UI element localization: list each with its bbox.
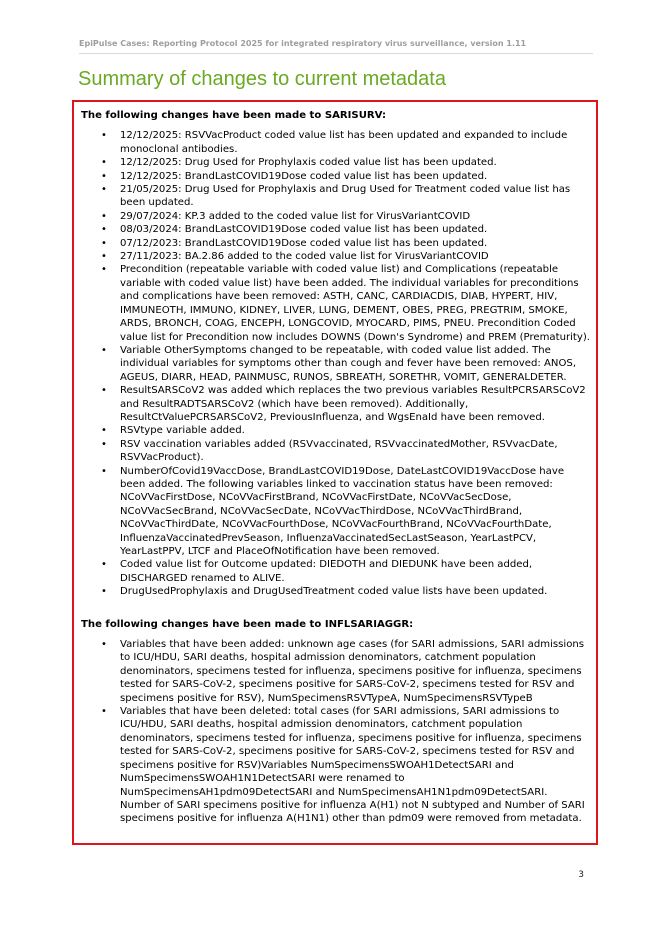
list-item (101, 250, 590, 263)
section-heading-inflsariaggr: The following changes have been made to INFLSARIAGGR: (81, 618, 414, 630)
list-item-text: 27/11/2023: BA.2.86 added to the coded value list for VirusVariantCOVID (120, 251, 489, 263)
bullet-icon: • (101, 224, 107, 236)
bullet-icon: • (101, 639, 107, 651)
bullet-icon: • (101, 237, 107, 249)
list-item (101, 344, 590, 384)
bullet-icon: • (101, 438, 107, 450)
bullet-icon: • (101, 706, 107, 718)
bullet-icon: • (101, 130, 107, 142)
list-item-text: 12/12/2025: Drug Used for Prophylaxis coded value list has been updated. (120, 157, 497, 169)
bullet-icon: • (101, 385, 107, 397)
list-item-text: Variables that have been deleted: total cases (for SARI admissions, SARI admissions to ICU/HDU, SARI deaths, hospital admission denominators, catchment population denominators, specimens tested for influenza, specimens positive for influenza, specimens tested for SARS-CoV-2, specimens positive for SARS-CoV-2, specimens tested for RSV and specimens positive for RSV)Variables NumSpecimensSWOAH1DetectSARI and NumSpecimensSWOAH1N1DetectSARI were renamed to NumSpecimensAH1pdm09DetectSARI and NumSpecimensAH1N1pdm09DetectSARI. Number of SARI specimens positive for influenza A(H1) not N subtyped and Number of SARI specimens positive for influenza A(H1N1) other than pdm09 were removed from metadata. (120, 706, 585, 825)
bullet-icon: • (101, 344, 107, 356)
page-title: Summary of changes to current metadata (78, 68, 446, 90)
list-item-text: 12/12/2025: RSVVacProduct coded value list has been updated and expanded to include monoclonal antibodies. (120, 130, 568, 155)
list-item (101, 585, 590, 598)
list-item (101, 237, 590, 250)
list-item (101, 129, 590, 156)
list-item-text: Coded value list for Outcome updated: DIEDOTH and DIEDUNK have been added, DISCHARGED renamed to ALIVE. (120, 559, 533, 584)
bullet-icon: • (101, 425, 107, 437)
list-item (101, 558, 590, 585)
list-item (101, 705, 590, 826)
bullet-icon: • (101, 157, 107, 169)
list-item (101, 465, 590, 559)
list-item-text: DrugUsedProphylaxis and DrugUsedTreatment coded value lists have been updated. (120, 586, 548, 598)
list-item-text: 21/05/2025: Drug Used for Prophylaxis and Drug Used for Treatment coded value list has been updated. (120, 184, 571, 209)
bullet-icon: • (101, 586, 107, 598)
list-item-text: Variables that have been added: unknown age cases (for SARI admissions, SARI admissions to ICU/HDU, SARI deaths, hospital admission denominators, catchment population denominators, specimens tested for influenza, specimens positive for influenza, specimens tested for SARS-CoV-2, specimens positive for SARS-CoV-2, specimens tested for RSV and specimens positive for RSV), NumSpecimensRSVTypeA, NumSpecimensRSVTypeB (120, 639, 585, 704)
running-header: EpiPulse Cases: Reporting Protocol 2025 for integrated respiratory virus surveillance, version 1.11 (79, 39, 593, 54)
list-item (101, 384, 590, 424)
list-item (101, 156, 590, 169)
page-number: 3 (578, 870, 584, 880)
list-item-text: 08/03/2024: BrandLastCOVID19Dose coded value list has been updated. (120, 224, 488, 236)
bullet-icon: • (101, 465, 107, 477)
list-item-text: Precondition (repeatable variable with coded value list) and Complications (repeatable variable with coded value list) have been added. The individual variables for preconditions and complications have been removed: ASTH, CANC, CARDIACDIS, DIAB, HYPERT, HIV, IMMUNEOTH, IMMUNO, KIDNEY, LIVER, LUNG, DEMENT, OBES, PREG, PREGTRIM, SMOKE, ARDS, BRONCH, COAG, ENCEPH, LONGCOVID, MYOCARD, PIMS, PNEU. Precondition Coded value list for Precondition now includes DOWNS (Down's Syndrome) and PREM (Prematurity). (120, 264, 591, 343)
list-item (101, 638, 590, 705)
list-item-text: Variable OtherSymptoms changed to be repeatable, with coded value list added. The individual variables for symptoms other than cough and fever have been removed: ANOS, AGEUS, DIARR, HEAD, PAINMUSC, RUNOS, SBREATH, SORETHR, VOMIT, GENERALDETER. (120, 344, 577, 383)
list-item (101, 183, 590, 210)
list-item-text: RSVtype variable added. (120, 425, 245, 437)
list-item (101, 210, 590, 223)
list-item-text: 12/12/2025: BrandLastCOVID19Dose coded value list has been updated. (120, 170, 488, 182)
list-item (101, 170, 590, 183)
bullet-icon: • (101, 184, 107, 196)
bullet-icon: • (101, 210, 107, 222)
list-item (101, 438, 590, 465)
bullet-icon: • (101, 559, 107, 571)
bullet-icon: • (101, 170, 107, 182)
changes-summary-box (72, 100, 598, 845)
list-item (101, 263, 591, 343)
list-item-text: 07/12/2023: BrandLastCOVID19Dose coded value list has been updated. (120, 237, 488, 249)
section-heading-sarisurv: The following changes have been made to SARISURV: (81, 110, 387, 121)
list-item-text: RSV vaccination variables added (RSVvaccinated, RSVvaccinatedMother, RSVvacDate, RSVVacProduct). (120, 438, 558, 464)
list-item-text: 29/07/2024: KP.3 added to the coded value list for VirusVariantCOVID (120, 210, 471, 222)
list-item-text: ResultSARSCoV2 was added which replaces the two previous variables ResultPCRSARSCoV2 and ResultRADTSARSCoV2 (which have been removed). Additionally, ResultCtValuePCRSARSCoV2, PreviousInfluenza, and WgsEnaId have been removed. (120, 385, 586, 423)
bullet-icon: • (101, 264, 107, 276)
list-item-text: NumberOfCovid19VaccDose, BrandLastCOVID19Dose, DateLastCOVID19VaccDose have been added. The following variables linked to vaccination status have been removed: NCoVVacFirstDose, NCoVVacFirstBrand, NCoVVacFirstDate, NCoVVacSecDose, NCoVVacSecBrand, NCoVVacSecDate, NCoVVacThirdDose, NCoVVacThirdBrand, NCoVVacThirdDate, NCoVVacFourthDose, NCoVVacFourthBrand, NCoVVacFourthDate, InfluenzaVaccinatedPrevSeason, InfluenzaVaccinatedSecLastSeason, YearLastPCV, YearLastPPV, LTCF and PlaceOfNotification have been removed. (120, 465, 565, 557)
list-item (101, 223, 590, 236)
bullet-icon: • (101, 251, 107, 263)
inflsariaggr-change-list (81, 638, 590, 826)
list-item (101, 424, 590, 437)
sarisurv-change-list (81, 129, 590, 598)
